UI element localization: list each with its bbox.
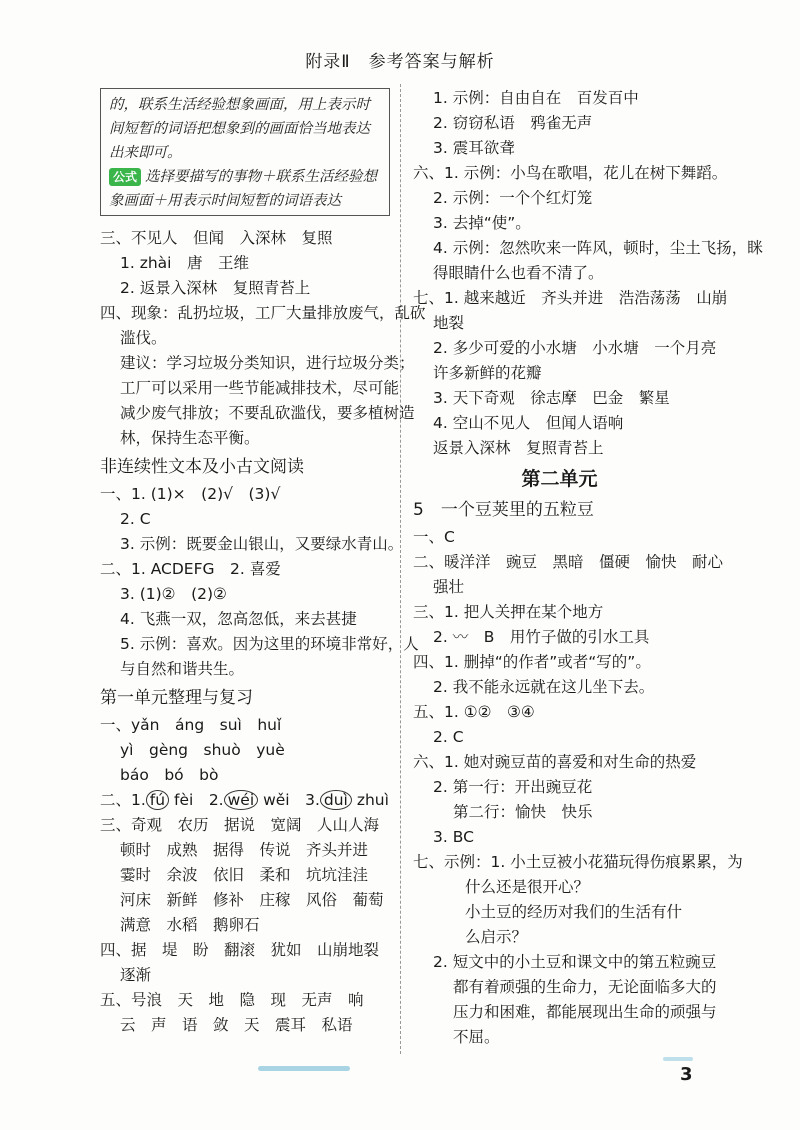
answer-line: 强壮 [433,578,465,596]
answer-line: 一、C [413,528,455,546]
page-header: 附录Ⅱ 参考答案与解析 [305,52,495,72]
answer-line: 3. BC [433,828,474,846]
answer-line: 1. 示例：自由自在 百发百中 [433,89,639,107]
answer-line: 2. 多少可爱的小水塘 小水塘 一个月亮 [433,339,717,357]
answer-line: 二、1. ACDEFG 2. 喜爱 [100,560,281,578]
answer-line: 滥伐。 [120,329,167,347]
answer-line: 2. 〰 B 用竹子做的引水工具 [433,628,650,646]
answer-line: 许多新鲜的花瓣 [433,364,542,382]
section-title: 第一单元整理与复习 [100,688,253,708]
answer-line: 顿时 成熟 据得 传说 齐头并进 [120,841,369,859]
answer-line: 林，保持生态平衡。 [120,429,260,447]
hint-box [100,88,390,216]
answer-line: 2. 我不能永远就在这儿坐下去。 [433,678,655,696]
circled-answer: fú [146,790,169,810]
answer-line: 3. 去掉“使”。 [433,214,531,232]
answer-line: 5. 示例：喜欢。因为这里的环境非常好，人 [120,635,419,653]
formula-badge: 公式 [109,168,141,186]
column-divider [400,84,401,1054]
answer-line: 3. (1)② (2)② [120,585,227,603]
answer-line: 得眼睛什么也看不清了。 [433,264,604,282]
answer-line: 3. 天下奇观 徐志摩 巴金 繁星 [433,389,670,407]
answer-line: 七、1. 越来越近 齐头并进 浩浩荡荡 山崩 [413,289,728,307]
pinyin-line: báo bó bò [120,766,219,784]
answer-line: 么启示？ [465,928,528,946]
pinyin-choice-line [100,788,390,813]
answer-line: 四、1. 删掉“的作者”或者“写的”。 [413,653,651,671]
answer-line: 2. C [433,728,464,746]
pinyin-line: yì gèng shuò yuè [120,741,285,759]
lesson-title: 5 一个豆荚里的五粒豆 [413,500,594,520]
answer-line: 2. 短文中的小土豆和课文中的第五粒豌豆 [433,953,717,971]
answer-line: 六、1. 她对豌豆苗的喜爱和对生命的热爱 [413,753,697,771]
answer-line: 4. 示例：忽然吹来一阵风，顿时，尘土飞扬，眯 [433,239,763,257]
answer-line: 2. 返景入深林 复照青苔上 [120,279,311,297]
page-number: 3 [680,1064,693,1085]
answer-line: 三、奇观 农历 据说 宽阔 人山人海 [100,816,380,834]
answer-line: 五、1. ①② ③④ [413,703,535,721]
answer-line: 4. 飞燕一双，忽高忽低，来去甚捷 [120,610,357,628]
answer-line: 2. 示例：一个个红灯笼 [433,189,593,207]
answer-line: 满意 水稻 鹅卵石 [120,916,260,934]
q-prefix: 二、1. [100,791,146,809]
answer-line: 2. C [120,510,151,528]
page-number-decoration [663,1057,693,1061]
answer-line: 1. zhài 唐 王维 [120,254,249,272]
answer-line: 什么还是很开心？ [465,878,590,896]
answer-line: 二、暖洋洋 豌豆 黑暗 僵硬 愉快 耐心 [413,553,724,571]
hint-formula [109,165,383,213]
left-column [100,86,426,1038]
answer-line: 七、示例：1. 小土豆被小花猫玩得伤痕累累，为 [413,853,743,871]
answer-line: 与自然和谐共生。 [120,660,245,678]
answer-line: 四、现象：乱扔垃圾，工厂大量排放废气，乱砍 [100,304,426,322]
answer-line: 三、1. 把人关押在某个地方 [413,603,604,621]
answer-line: 四、据 堤 盼 翻滚 犹如 山崩地裂 [100,941,380,959]
circled-answer: duì [320,790,352,810]
pinyin-line: 一、yǎn áng suì huǐ [100,716,282,734]
answer-line: 建议：学习垃圾分类知识，进行垃圾分类； [120,354,415,372]
answer-line: 五、号浪 天 地 隐 现 无声 响 [100,991,364,1009]
answer-line: 河床 新鲜 修补 庄稼 风俗 葡萄 [120,891,384,909]
pinyin-option: fèi 2. [174,791,224,809]
formula-text: 选择要描写的事物＋联系生活经验想象画面＋用表示时间短暂的词语表达 [109,169,378,209]
answer-line: 减少废气排放；不要乱砍滥伐，要多植树造 [120,404,415,422]
answer-line: 压力和困难，都能展现出生命的顽强与 [453,1003,717,1021]
answer-line: 3. 震耳欲聋 [433,139,515,157]
pinyin-option: wěi 3. [263,791,320,809]
answer-line: 逐渐 [120,966,152,984]
answer-line: 2. 窃窃私语 鸦雀无声 [433,114,593,132]
answer-line: 小土豆的经历对我们的生活有什 [465,903,683,921]
right-column [413,86,763,1050]
hint-text: 的，联系生活经验想象画面，用上表示时间短暂的词语把想象到的画面恰当地表达出来即可。 [109,97,370,161]
answer-line: 2. 第一行：开出豌豆花 [433,778,593,796]
answer-line: 六、1. 示例：小鸟在歌唱，花儿在树下舞蹈。 [413,164,728,182]
answer-line: 工厂可以采用一些节能减排技术，尽可能 [120,379,400,397]
answer-line: 不屈。 [453,1028,500,1046]
footer-decoration [258,1066,350,1071]
pinyin-option: zhuì [356,791,389,809]
answer-line: 地裂 [433,314,465,332]
answer-line: 一、1. (1)× (2)√ (3)√ [100,485,281,503]
answer-line: 3. 示例：既要金山银山，又要绿水青山。 [120,535,404,553]
answer-line: 返景入深林 复照青苔上 [433,439,604,457]
section-title: 非连续性文本及小古文阅读 [100,457,304,477]
answer-line: 第二行：愉快 快乐 [453,803,593,821]
circled-answer: wéi [224,790,259,810]
answer-line: 霎时 余波 依旧 柔和 坑坑洼洼 [120,866,369,884]
answer-line: 云 声 语 敛 天 震耳 私语 [120,1016,353,1034]
unit-title: 第二单元 [521,468,598,490]
answer-line: 都有着顽强的生命力，无论面临多大的 [453,978,717,996]
answer-line: 三、不见人 但闻 入深林 复照 [100,229,333,247]
answer-line: 4. 空山不见人 但闻人语响 [433,414,624,432]
